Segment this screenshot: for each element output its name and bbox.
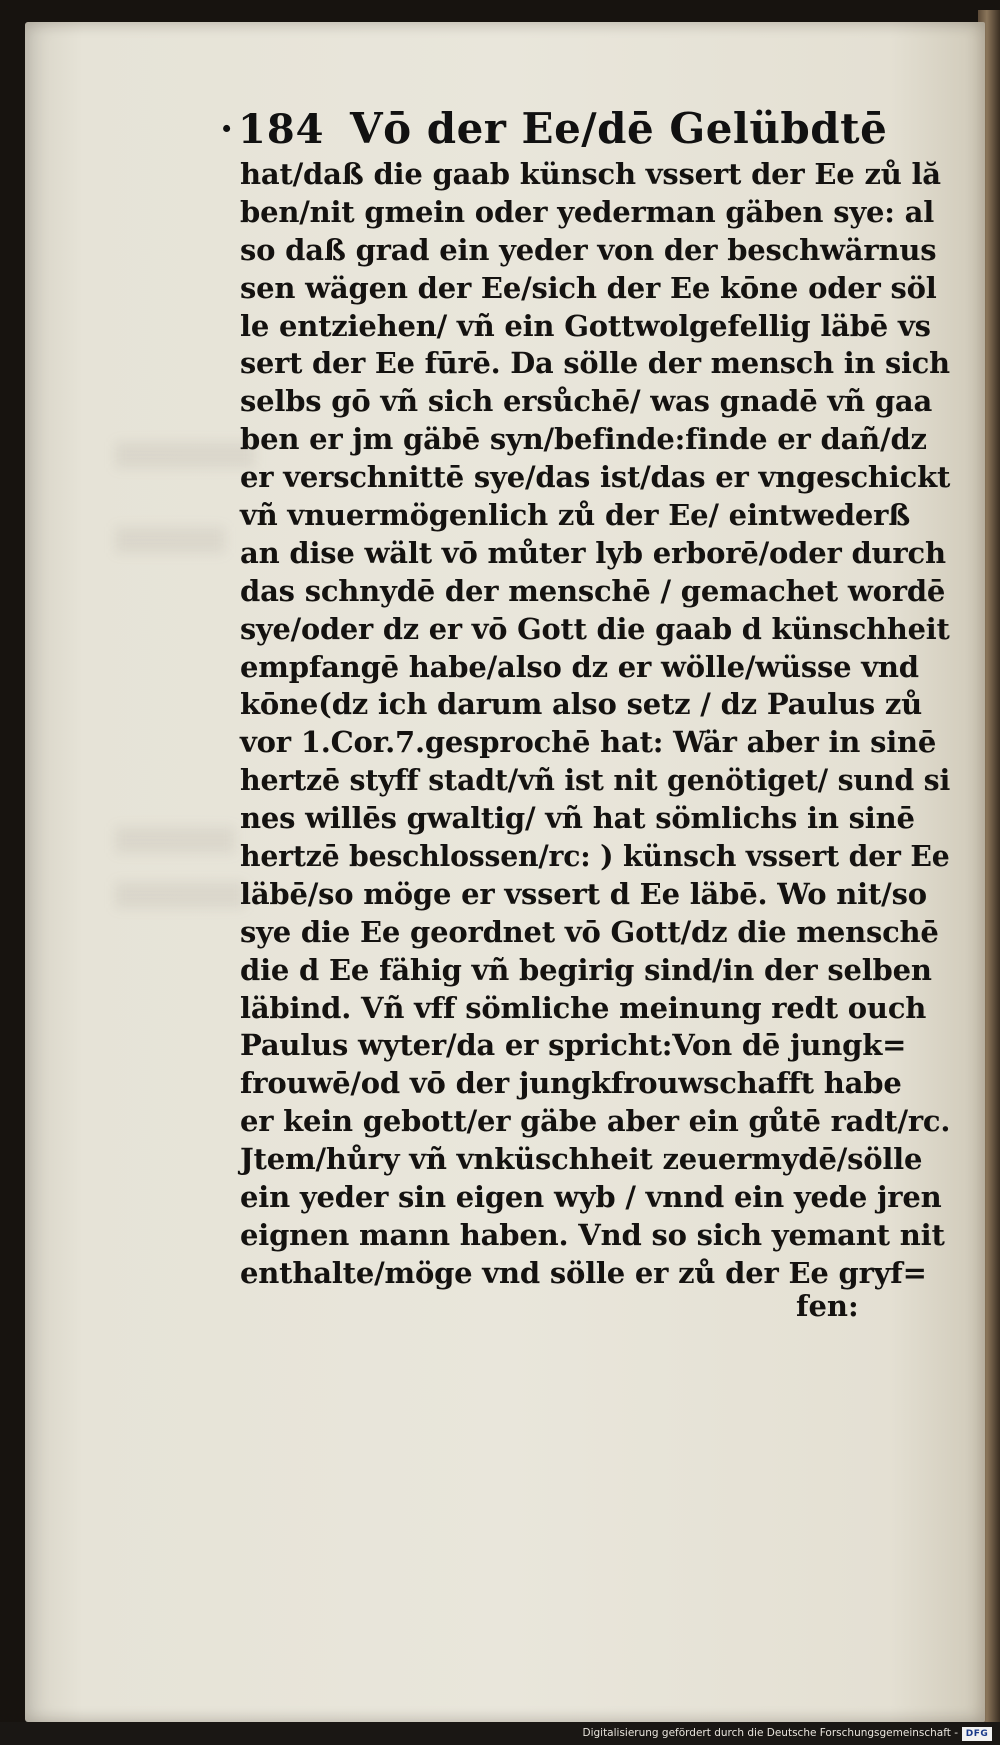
text-line: frouwē/od vō der jungkfrouwschafft habe	[240, 1066, 902, 1101]
digitization-credit: Digitalisierung gefördert durch die Deutsche Forschungsgemeinschaft -	[582, 1727, 958, 1739]
text-line: ben/nit gmein oder yederman gäben sye: al	[240, 194, 935, 229]
header-dot: ·	[220, 106, 234, 151]
text-line: enthalte/möge vnd sölle er zů der Ee gryf=	[240, 1255, 927, 1290]
text-line: läbē/so möge er vssert d Ee läbē. Wo nit/so	[240, 876, 927, 911]
text-line: selbs gō vñ sich ersůchē/ was gnadē vñ gaa	[240, 384, 933, 419]
text-line: hertzē styff stadt/vñ ist nit genötiget/ sund si	[240, 763, 951, 798]
text-line: empfangē habe/also dz er wölle/wüsse vnd	[240, 649, 919, 684]
catchword: fen:	[796, 1289, 859, 1323]
page-header	[220, 100, 938, 162]
show-through-smudge	[115, 527, 225, 553]
running-title: Vō der Ee/dē Gelübdtē	[350, 104, 888, 153]
text-line: le entziehen/ vñ ein Gottwolgefellig läbē vs	[240, 308, 931, 343]
text-line: an dise wält vō můter lyb erborē/oder durch	[240, 535, 946, 570]
text-line: vor 1.Cor.7.gesprochē hat: Wär aber in sinē	[240, 725, 937, 760]
text-line: vñ vnuermögenlich zů der Ee/ eintwederß	[240, 498, 911, 533]
text-line: er verschnittē sye/das ist/das er vngeschickt	[240, 460, 951, 495]
text-line: hertzē beschlossen/rc: ) künsch vssert der Ee	[240, 839, 950, 874]
show-through-smudge	[115, 827, 235, 853]
text-line: sye/oder dz er vō Gott die gaab d künschheit	[240, 611, 950, 646]
show-through-smudge	[115, 442, 255, 468]
text-line: er kein gebott/er gäbe aber ein gůtē radt/rc.	[240, 1104, 951, 1139]
text-line: sye die Ee geordnet vō Gott/dz die menschē	[240, 914, 939, 949]
text-line: hat/daß die gaab künsch vssert der Ee zů lă	[240, 157, 941, 191]
show-through-smudge	[115, 882, 245, 908]
text-line: so daß grad ein yeder von der beschwärnus	[240, 232, 937, 267]
text-line: kōne(dz ich darum also setz / dz Paulus zů	[240, 687, 923, 722]
text-line: die d Ee fähig vñ begirig sind/in der selben	[240, 952, 932, 987]
text-line: nes willēs gwaltig/ vñ hat sömlichs in sinē	[240, 801, 915, 836]
text-line: sen wägen der Ee/sich der Ee kōne oder söl	[240, 270, 937, 305]
text-line: das schnydē der menschē / gemachet wordē	[240, 573, 946, 608]
text-line: eignen mann haben. Vnd so sich yemant nit	[240, 1217, 945, 1252]
text-line: läbind. Vñ vff sömliche meinung redt ouch	[240, 990, 927, 1025]
text-line: Jtem/hůry vñ vnküschheit zeuermydē/sölle	[240, 1142, 923, 1177]
text-line: sert der Ee fūrē. Da sölle der mensch in sich	[240, 346, 950, 381]
text-line: ein yeder sin eigen wyb / vnnd ein yede jren	[240, 1180, 942, 1215]
dfg-logo: DFG	[962, 1727, 992, 1741]
page-number: 184	[238, 106, 325, 153]
text-line: ben er jm gäbē syn/befinde:finde er dañ/dz	[240, 422, 927, 457]
body-text	[240, 156, 950, 1293]
text-line: Paulus wyter/da er spricht:Von dē jungk=	[240, 1028, 907, 1063]
